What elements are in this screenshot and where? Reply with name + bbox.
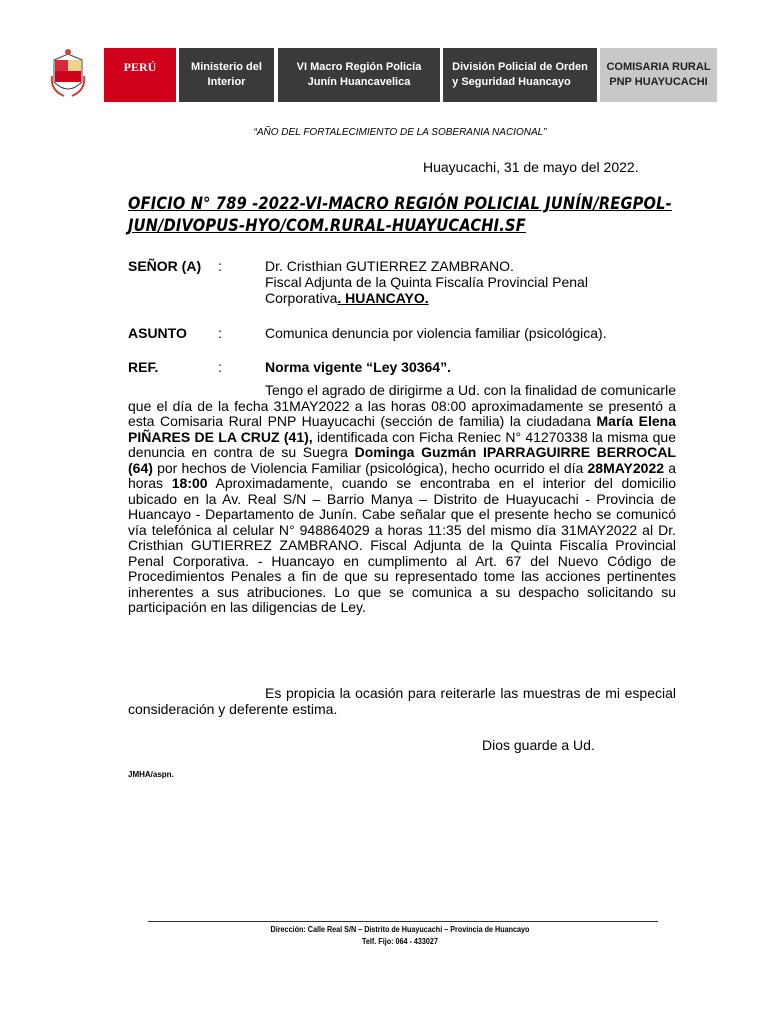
footer-phone: Telf. Fijo: 064 - 433027 xyxy=(362,937,438,946)
national-motto: “AÑO DEL FORTALECIMIENTO DE LA SOBERANIA NACIONAL” xyxy=(253,127,547,138)
header-comisaria-line2: PNP HUAYUCACHI xyxy=(609,76,708,88)
recipient-city: . HUANCAYO. xyxy=(337,290,429,306)
header-ministry-line1: Ministerio del xyxy=(191,61,262,73)
footer-divider xyxy=(148,921,658,922)
reference-colon: : xyxy=(218,359,222,375)
place-date: Huayucachi, 31 de mayo del 2022. xyxy=(423,159,639,175)
subject-colon: : xyxy=(218,325,222,341)
body-p1-a: Tengo el agrado de dirigirme a Ud. con la finalidad de comunicarle que el día de la fecha 31MAY2022 a las horas 08:00 aproximadamente se presentó a esta Comisaria Rural PNP Huayucachi (sección de familia) la ciudadana xyxy=(128,382,676,429)
header-comisaria-line1: COMISARIA RURAL xyxy=(606,61,711,73)
header-peru-badge xyxy=(104,48,176,102)
header-ministry-box xyxy=(179,48,274,102)
header-peru-label: PERÚ xyxy=(123,60,157,74)
header-macro-region-box xyxy=(278,48,440,102)
reference-label: REF. xyxy=(128,359,159,375)
footer-address: Dirección: Calle Real S/N – Distrito de Huayucachi – Provincia de Huancayo xyxy=(270,925,530,934)
accused-name: Dominga Guzmán IPARRAGUIRRE BERROCAL (64) xyxy=(128,444,676,476)
incident-date: 28MAY2022 xyxy=(587,459,665,476)
body-p1-e: por hechos de Violencia Familiar (psicológica), hecho ocurrido el día xyxy=(152,459,588,476)
incident-time: 18:00 xyxy=(171,475,208,491)
author-initials: JMHA/aspn. xyxy=(128,770,174,779)
header-macro-line2: Junín Huancavelica xyxy=(307,76,411,88)
complainant-name: María Elena PIÑARES DE LA CRUZ (41), xyxy=(128,413,676,445)
body-p1-i: Aproximadamente, cuando se encontraba en el interior del domicilio ubicado en la Av. Real S/N – Barrio Manya – Distrito de Huayucachi - Provincia de Huancayo - Departamento de Junín. Cabe señalar que el presente hecho se comunicó vía telefónica al celular N° 948864029 a horas 11:35 del mismo día 31MAY2022 al Dr. Cristhian GUTIERREZ ZAMBRANO. Fiscal Adjunta de la Quinta Fiscalía Provincial Penal Corporativa. - Huancayo en cumplimento al Art. 67 del Nuevo Código de Procedimientos Penales a fin de que su representado tome las acciones pertinentes inherentes a sus atribuciones. Lo que se comunica a su despacho solicitando su participación en las diligencias de Ley. xyxy=(128,475,676,615)
header-macro-line1: VI Macro Región Policía xyxy=(296,61,422,73)
recipient-colon: : xyxy=(218,258,222,274)
reference-value: Norma vigente “Ley 30364”. xyxy=(265,359,451,375)
closing-line: Dios guarde a Ud. xyxy=(482,737,595,753)
recipient-name: Dr. Cristhian GUTIERREZ ZAMBRANO. xyxy=(265,258,514,274)
body-p1-c: identificada con Ficha Reniec N° 41270338 la misma que denuncia en contra de su Suegra xyxy=(128,428,676,460)
header-division-line2: y Seguridad Huancayo xyxy=(452,76,571,88)
recipient-title: Fiscal Adjunta de la Quinta Fiscalía Provincial Penal xyxy=(265,274,588,290)
recipient-office: Corporativa xyxy=(265,290,338,306)
body-p1-g: a horas xyxy=(128,459,676,491)
subject-value: Comunica denuncia por violencia familiar (psicológica). xyxy=(265,325,607,341)
header-ministry-line2: Interior xyxy=(207,76,246,88)
header-division-line1: División Policial de Orden xyxy=(452,61,588,73)
recipient-label: SEÑOR (A) xyxy=(128,258,202,274)
body-paragraph-1 xyxy=(128,383,676,616)
subject-label: ASUNTO xyxy=(128,325,187,341)
oficio-title: OFICIO N° 789 -2022-VI-MACRO REGIÓN POLICIAL JUNÍN/REGPOL-JUN/DIVOPUS-HYO/COM.RURAL-HUAYUCACHI.SF xyxy=(128,194,672,236)
header-division-box xyxy=(443,48,597,102)
body-paragraph-2: Es propicia la ocasión para reiterarle las muestras de mi especial consideración y deferente estima. xyxy=(128,685,676,717)
header-comisaria-box xyxy=(600,48,717,102)
national-seal-icon xyxy=(48,46,88,102)
